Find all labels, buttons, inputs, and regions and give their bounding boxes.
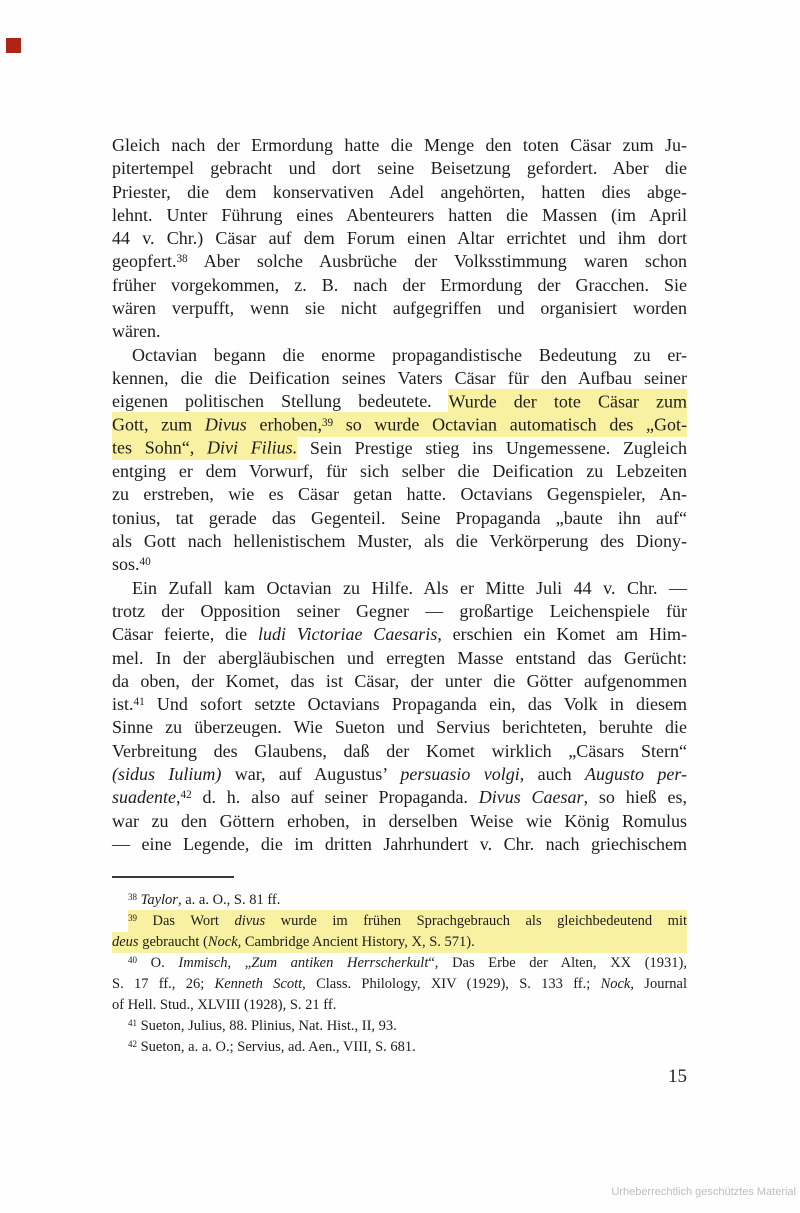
text-line: mel. In der abergläubischen und erregten Masse entstand das Gerücht: bbox=[112, 647, 687, 668]
text-line: Gott, zum Divus erhoben,$^{39}$ so wurde Octavian automatisch des „Got- bbox=[112, 414, 687, 437]
text-line: Ein Zufall kam Octavian zu Hilfe. Als er Mitte Juli 44 v. Chr. — bbox=[132, 577, 687, 598]
text-line: Sinne zu überzeugen. Wie Sueton und Servius berichteten, beruhte die bbox=[112, 717, 687, 738]
text-line: deus gebraucht (Nock, Cambridge Ancient History, X, S. 571). bbox=[112, 932, 687, 953]
text-line: Verbreitung des Glaubens, daß der Komet wirklich „Cäsars Stern“ bbox=[112, 740, 687, 761]
red-square-marker bbox=[6, 38, 21, 53]
text-line: $^{41}$ Sueton, Julius, 88. Plinius, Nat. Hist., II, 93. bbox=[128, 1017, 397, 1034]
text-line: lehnt. Unter Führung eines Abenteurers hatten die Massen (im April bbox=[112, 204, 687, 225]
text-line: of Hell. Stud., XLVIII (1928), S. 21 ff. bbox=[112, 997, 337, 1013]
text-line: trotz der Opposition seiner Gegner — großartige Leichenspiele für bbox=[112, 600, 687, 621]
page-number: 15 bbox=[668, 1066, 687, 1087]
text-line: Priester, die dem konservativen Adel angehörten, hatten dies abge- bbox=[112, 181, 687, 202]
text-line: geopfert.$^{38}$ Aber solche Ausbrüche der Volksstimmung waren schon bbox=[112, 251, 687, 272]
text-line: $^{40}$ O. Immisch, „Zum antiken Herrscherkult“, Das Erbe der Alten, XX (1931), bbox=[128, 954, 688, 971]
text-line: als Gott nach hellenistischem Muster, als die Verkörperung des Diony- bbox=[112, 531, 687, 552]
footnotes-block bbox=[112, 890, 687, 1058]
text-line: entging er dem Vorwurf, für sich selber die Deification zu Lebzeiten bbox=[112, 461, 687, 482]
text-line: Cäsar feierte, die ludi Victoriae Caesaris, erschien ein Komet am Him- bbox=[112, 624, 687, 645]
text-line: Octavian begann die enorme propagandistische Bedeutung zu er- bbox=[132, 344, 687, 365]
text-line: — eine Legende, die im dritten Jahrhundert v. Chr. nach griechischem bbox=[112, 833, 687, 854]
footnote-separator-rule bbox=[112, 876, 234, 878]
text-line: zu erstreben, wie es Cäsar getan hatte. Octavians Gegenspieler, An- bbox=[112, 484, 687, 505]
text-line: eigenen politischen Stellung bedeutete. Wurde der tote Cäsar zum bbox=[112, 390, 687, 413]
text-line: $^{42}$ Sueton, a. a. O.; Servius, ad. Aen., VIII, S. 681. bbox=[128, 1038, 416, 1055]
text-line: S. 17 ff., 26; Kenneth Scott, Class. Philology, XIV (1929), S. 133 ff.; Nock, Journal bbox=[112, 976, 687, 992]
text-line: ist.$^{41}$ Und sofort setzte Octavians Propaganda ein, das Volk in diesem bbox=[112, 694, 687, 715]
text-line: pitertempel gebracht und dort seine Beisetzung gefordert. Aber die bbox=[112, 158, 687, 179]
copyright-notice: Urheberrechtlich geschütztes Material bbox=[611, 1186, 796, 1198]
body-text-block bbox=[112, 134, 687, 856]
text-line: 44 v. Chr.) Cäsar auf dem Forum einen Altar errichtet und ihm dort bbox=[112, 228, 687, 249]
text-line: war zu den Göttern erhoben, in derselben Weise wie König Romulus bbox=[112, 810, 687, 831]
text-line: wären verpufft, wenn sie nicht aufgegriffen und organisiert worden bbox=[112, 298, 687, 319]
text-line: kennen, die die Deification seines Vaters Cäsar für den Aufbau seiner bbox=[112, 367, 687, 388]
text-line: früher vorgekommen, z. B. nach der Ermordung der Gracchen. Sie bbox=[112, 274, 687, 295]
text-line: sos.$^{40}$ bbox=[112, 554, 151, 575]
text-line: (sidus Iulium) war, auf Augustus’ persuasio volgi, auch Augusto per- bbox=[112, 764, 688, 785]
text-line: $^{38}$ Taylor, a. a. O., S. 81 ff. bbox=[128, 891, 281, 908]
text-line: Gleich nach der Ermordung hatte die Menge den toten Cäsar zum Ju- bbox=[112, 135, 687, 155]
text-line: $^{39}$ Das Wort divus wurde im frühen Sprachgebrauch als gleichbedeutend mit bbox=[112, 911, 687, 932]
text-line: suadente,$^{42}$ d. h. also auf seiner Propaganda. Divus Caesar, so hieß es, bbox=[112, 787, 687, 808]
text-line: da oben, der Komet, das ist Cäsar, der unter die Götter aufgenommen bbox=[112, 670, 687, 691]
text-line: wären. bbox=[112, 321, 161, 342]
text-line: tes Sohn“, Divi Filius. Sein Prestige stieg ins Ungemessene. Zugleich bbox=[112, 437, 687, 460]
text-line: tonius, tat gerade das Gegenteil. Seine Propaganda „baute ihn auf“ bbox=[112, 507, 687, 528]
